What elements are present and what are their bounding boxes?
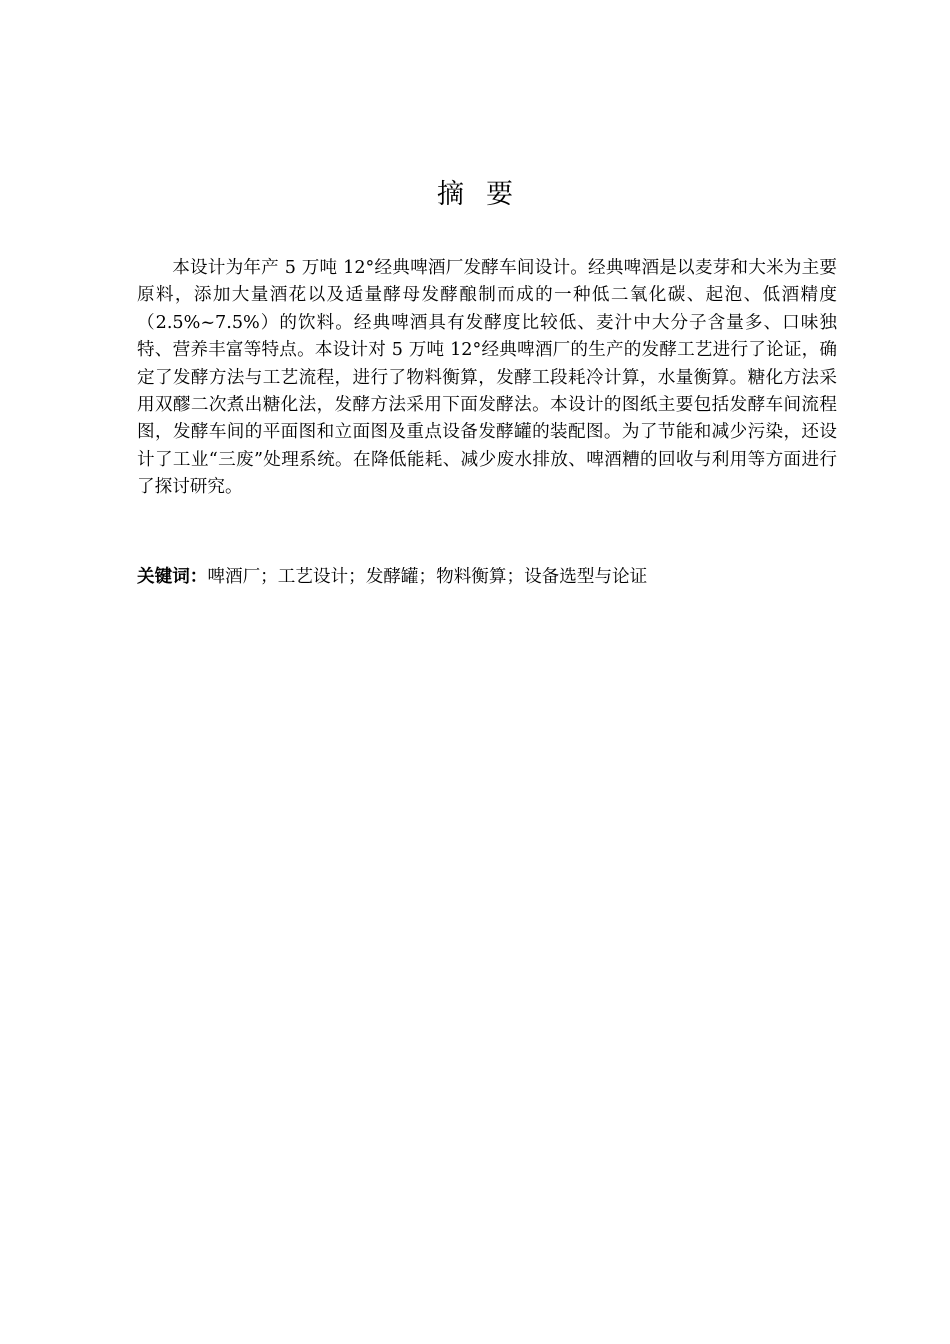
keywords-list: 啤酒厂；工艺设计；发酵罐；物料衡算；设备选型与论证 [207, 567, 648, 587]
keywords-label: 关键词： [137, 567, 208, 587]
keywords-line [137, 564, 837, 591]
abstract-body: 本设计为年产 5 万吨 12°经典啤酒厂发酵车间设计。经典啤酒是以麦芽和大米为主要原料，添加大量酒花以及适量酵母发酵酿制而成的一种低二氧化碳、起泡、低酒精度（2.5%~7.5%）的饮料。经典啤酒具有发酵度比较低、麦汁中大分子含量多、口味独特、营养丰富等特点。本设计对 5 万吨 12°经典啤酒厂的生产的发酵工艺进行了论证，确定了发酵方法与工艺流程，进行了物料衡算，发酵工段耗冷计算，水量衡算。糖化方法采用双醪二次煮出糖化法，发酵方法采用下面发酵法。本设计的图纸主要包括发酵车间流程图，发酵车间的平面图和立面图及重点设备发酵罐的装配图。为了节能和减少污染，还设计了工业“三废”处理系统。在降低能耗、减少废水排放、啤酒糟的回收与利用等方面进行了探讨研究。 [137, 258, 837, 498]
abstract-heading: 摘要 [437, 179, 535, 210]
